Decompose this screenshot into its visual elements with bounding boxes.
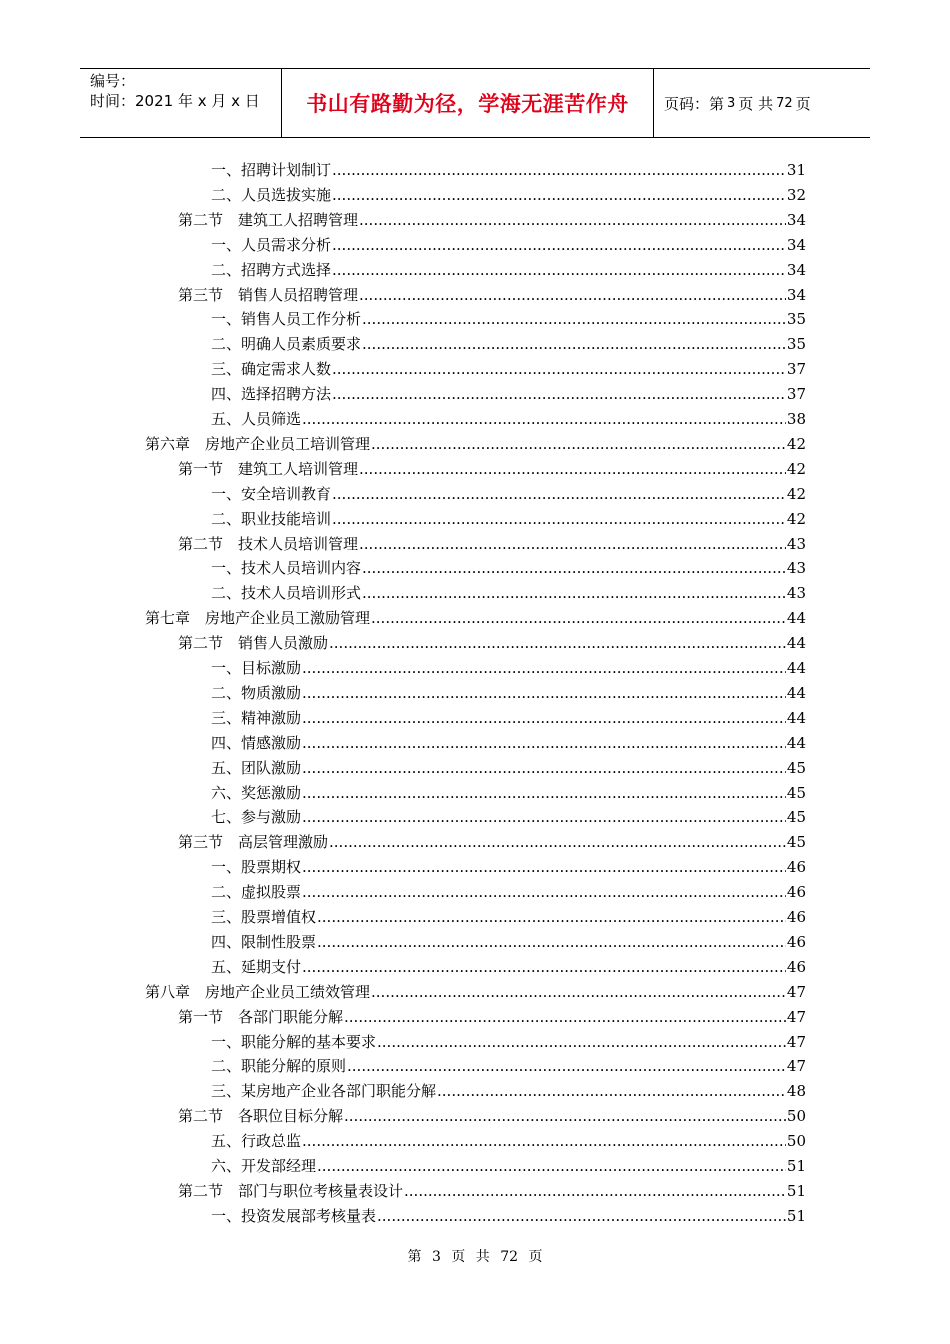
toc-leader-dots	[302, 882, 786, 902]
toc-entry-title: 二、招聘方式选择	[211, 260, 332, 279]
header-motto-cell	[282, 69, 654, 137]
toc-entry[interactable]	[178, 285, 806, 305]
toc-leader-dots	[362, 558, 786, 578]
toc-entry-page: 34	[786, 235, 806, 254]
toc-entry[interactable]	[211, 1156, 806, 1176]
toc-entry-page: 34	[786, 260, 806, 279]
toc-leader-dots	[362, 334, 786, 354]
toc-leader-dots	[302, 957, 786, 977]
toc-entry-page: 38	[786, 410, 806, 428]
toc-entry-title: 六、开发部经理	[211, 1157, 317, 1175]
toc-entry-title: 二、职业技能培训	[211, 509, 332, 528]
toc-entry[interactable]	[145, 982, 806, 1002]
toc-leader-dots	[362, 309, 786, 329]
toc-entry-page: 50	[786, 1107, 806, 1126]
toc-entry[interactable]	[178, 633, 806, 653]
toc-entry[interactable]	[211, 708, 806, 728]
page-mid: 页 共	[738, 94, 774, 113]
toc-entry-page: 42	[786, 484, 806, 503]
toc-entry-title: 一、销售人员工作分析	[211, 310, 362, 329]
toc-entry[interactable]	[211, 558, 806, 578]
toc-entry-page: 42	[786, 459, 806, 478]
toc-entry[interactable]	[211, 658, 806, 678]
page-total: 72	[776, 95, 793, 111]
toc-entry[interactable]	[211, 758, 806, 778]
toc-entry-page: 44	[786, 609, 806, 628]
toc-entry[interactable]	[211, 260, 806, 280]
toc-entry-title: 三、某房地产企业各部门职能分解	[211, 1082, 437, 1101]
toc-leader-dots	[317, 932, 786, 952]
toc-leader-dots	[344, 1007, 786, 1027]
toc-entry[interactable]	[211, 1032, 806, 1052]
toc-entry[interactable]	[211, 857, 806, 877]
toc-entry-title: 第一节 建筑工人培训管理	[178, 459, 359, 478]
toc-leader-dots	[302, 1131, 786, 1151]
toc-entry[interactable]	[211, 309, 806, 329]
toc-entry-title: 二、虚拟股票	[211, 883, 302, 902]
toc-leader-dots	[332, 384, 786, 404]
toc-entry-page: 46	[786, 908, 806, 926]
toc-entry-page: 46	[786, 883, 806, 902]
toc-entry[interactable]	[211, 907, 806, 927]
toc-entry-title: 六、奖惩激励	[211, 783, 302, 802]
toc-leader-dots	[302, 708, 786, 728]
toc-entry-page: 35	[786, 310, 806, 329]
toc-entry-page: 32	[786, 185, 806, 204]
toc-leader-dots	[329, 832, 786, 852]
toc-entry[interactable]	[211, 185, 806, 205]
toc-entry-title: 二、物质激励	[211, 683, 302, 702]
toc-entry[interactable]	[211, 235, 806, 255]
toc-entry-page: 44	[786, 708, 806, 727]
toc-entry[interactable]	[211, 957, 806, 977]
toc-leader-dots	[317, 1156, 786, 1176]
toc-leader-dots	[362, 583, 786, 603]
toc-leader-dots	[302, 783, 786, 803]
toc-entry-title: 三、股票增值权	[211, 908, 317, 926]
toc-entry-title: 一、目标激励	[211, 659, 302, 677]
toc-entry[interactable]	[211, 1056, 806, 1076]
toc-entry[interactable]	[145, 608, 806, 628]
toc-entry-page: 43	[786, 584, 806, 603]
time-label: 时间：2021 年 x 月 x 日	[90, 92, 260, 110]
toc-entry-title: 二、技术人员培训形式	[211, 584, 362, 603]
toc-entry-page: 43	[786, 559, 806, 578]
toc-entry-page: 47	[786, 982, 806, 1001]
toc-entry-title: 第二节 销售人员激励	[178, 634, 329, 653]
toc-entry-page: 46	[786, 932, 806, 951]
toc-entry[interactable]	[178, 832, 806, 852]
toc-entry-page: 46	[786, 858, 806, 877]
toc-entry-page: 37	[786, 385, 806, 404]
toc-entry-page: 45	[786, 758, 806, 777]
toc-entry[interactable]	[178, 1106, 806, 1126]
toc-leader-dots	[302, 409, 786, 429]
toc-entry[interactable]	[211, 932, 806, 952]
header-page-info	[654, 69, 870, 137]
toc-entry-title: 四、限制性股票	[211, 932, 317, 951]
toc-entry-page: 31	[786, 161, 806, 179]
toc-entry-page: 50	[786, 1132, 806, 1151]
toc-entry[interactable]	[178, 210, 806, 230]
toc-leader-dots	[344, 1106, 786, 1126]
toc-entry[interactable]	[211, 160, 806, 180]
toc-entry-page: 51	[786, 1157, 806, 1175]
toc-entry-page: 47	[786, 1007, 806, 1026]
toc-entry-title: 五、行政总监	[211, 1132, 302, 1151]
toc-entry[interactable]	[178, 1007, 806, 1027]
page-label: 页码：第	[664, 94, 725, 113]
toc-entry-page: 42	[786, 434, 806, 453]
toc-entry-title: 第七章 房地产企业员工激励管理	[145, 609, 371, 628]
toc-entry-title: 五、延期支付	[211, 957, 302, 976]
toc-entry-title: 一、招聘计划制订	[211, 161, 332, 179]
toc-leader-dots	[302, 758, 786, 778]
toc-entry-title: 第二节 建筑工人招聘管理	[178, 210, 359, 229]
toc-leader-dots	[404, 1181, 786, 1201]
toc-entry[interactable]	[178, 534, 806, 554]
toc-leader-dots	[317, 907, 786, 927]
toc-leader-dots	[332, 235, 786, 255]
toc-entry[interactable]	[211, 359, 806, 379]
toc-leader-dots	[329, 633, 786, 653]
toc-leader-dots	[371, 608, 786, 628]
toc-entry-title: 七、参与激励	[211, 808, 302, 827]
toc-entry-title: 一、安全培训教育	[211, 484, 332, 503]
toc-entry-title: 五、人员筛选	[211, 410, 302, 428]
toc-entry-title: 一、职能分解的基本要求	[211, 1032, 377, 1051]
toc-leader-dots	[359, 534, 786, 554]
toc-entry[interactable]	[211, 683, 806, 703]
toc-entry[interactable]	[211, 409, 806, 429]
toc-entry-title: 二、人员选拔实施	[211, 185, 332, 204]
toc-entry-title: 四、选择招聘方法	[211, 385, 332, 404]
toc-entry-page: 44	[786, 683, 806, 702]
page-header	[80, 68, 870, 138]
toc-leader-dots	[359, 285, 786, 305]
toc-entry-title: 三、确定需求人数	[211, 360, 332, 379]
page-footer: 第 3 页 共 72 页	[407, 1249, 543, 1265]
toc-entry[interactable]	[211, 509, 806, 529]
toc-entry[interactable]	[211, 1081, 806, 1101]
toc-entry[interactable]	[211, 882, 806, 902]
toc-entry-title: 二、明确人员素质要求	[211, 335, 362, 354]
toc-entry-page: 37	[786, 360, 806, 379]
toc-entry-title: 第二节 各职位目标分解	[178, 1107, 344, 1126]
toc-entry[interactable]	[211, 583, 806, 603]
toc-entry-page: 35	[786, 335, 806, 354]
toc-entry[interactable]	[211, 1206, 806, 1226]
toc-leader-dots	[302, 733, 786, 753]
toc-leader-dots	[332, 260, 786, 280]
toc-leader-dots	[359, 210, 786, 230]
toc-leader-dots	[302, 658, 786, 678]
toc-entry[interactable]	[211, 733, 806, 753]
toc-entry-title: 第二节 部门与职位考核量表设计	[178, 1181, 404, 1200]
toc-entry-page: 44	[786, 659, 806, 677]
toc-entry-page: 44	[786, 733, 806, 752]
page-end: 页	[795, 94, 811, 113]
toc-entry-title: 第三节 高层管理激励	[178, 833, 329, 852]
toc-leader-dots	[302, 807, 786, 827]
toc-entry-page: 46	[786, 957, 806, 976]
toc-entry[interactable]	[178, 1181, 806, 1201]
toc-entry[interactable]	[211, 334, 806, 354]
toc-entry-page: 45	[786, 833, 806, 852]
toc-entry-title: 一、股票期权	[211, 858, 302, 877]
toc-entry[interactable]	[145, 434, 806, 454]
toc-entry-page: 47	[786, 1057, 806, 1076]
toc-entry-title: 第二节 技术人员培训管理	[178, 534, 359, 553]
toc-leader-dots	[347, 1056, 786, 1076]
toc-entry-title: 一、投资发展部考核量表	[211, 1206, 377, 1225]
toc-entry-title: 四、情感激励	[211, 733, 302, 752]
number-label: 编号：	[90, 72, 136, 90]
toc-entry[interactable]	[178, 459, 806, 479]
toc-leader-dots	[332, 359, 786, 379]
toc-leader-dots	[302, 683, 786, 703]
toc-leader-dots	[371, 434, 786, 454]
toc-entry-page: 44	[786, 634, 806, 653]
toc-entry-page: 51	[786, 1181, 806, 1200]
toc-entry[interactable]	[211, 783, 806, 803]
toc-leader-dots	[359, 459, 786, 479]
toc-entry-title: 第一节 各部门职能分解	[178, 1007, 344, 1026]
toc-entry-page: 45	[786, 808, 806, 827]
toc-leader-dots	[332, 509, 786, 529]
toc-entry-page: 48	[786, 1082, 806, 1101]
toc-entry-title: 二、职能分解的原则	[211, 1057, 347, 1076]
toc-leader-dots	[332, 185, 786, 205]
toc-entry-page: 45	[786, 783, 806, 802]
toc-entry[interactable]	[211, 384, 806, 404]
toc-entry-title: 一、技术人员培训内容	[211, 559, 362, 578]
toc-leader-dots	[437, 1081, 786, 1101]
toc-entry-page: 47	[786, 1032, 806, 1051]
motto-text: 书山有路勤为径，学海无涯苦作舟	[306, 92, 629, 116]
toc-entry-page: 34	[786, 285, 806, 304]
toc-entry[interactable]	[211, 807, 806, 827]
toc-entry[interactable]	[211, 484, 806, 504]
toc-entry-page: 51	[786, 1206, 806, 1225]
toc-leader-dots	[332, 484, 786, 504]
toc-entry-title: 第八章 房地产企业员工绩效管理	[145, 982, 371, 1001]
toc-entry-title: 第三节 销售人员招聘管理	[178, 285, 359, 304]
toc-entry[interactable]	[211, 1131, 806, 1151]
toc-leader-dots	[302, 857, 786, 877]
toc-entry-page: 34	[786, 210, 806, 229]
toc-entry-title: 第六章 房地产企业员工培训管理	[145, 434, 371, 453]
page-number: 3	[727, 95, 736, 111]
toc-leader-dots	[332, 160, 786, 180]
toc-entry-title: 三、精神激励	[211, 708, 302, 727]
toc-entry-title: 一、人员需求分析	[211, 235, 332, 254]
toc-leader-dots	[377, 1032, 786, 1052]
header-meta	[80, 69, 282, 137]
toc-leader-dots	[377, 1206, 786, 1226]
toc-entry-page: 42	[786, 509, 806, 528]
toc-leader-dots	[371, 982, 786, 1002]
toc-entry-title: 五、团队激励	[211, 758, 302, 777]
toc-entry-page: 43	[786, 534, 806, 553]
